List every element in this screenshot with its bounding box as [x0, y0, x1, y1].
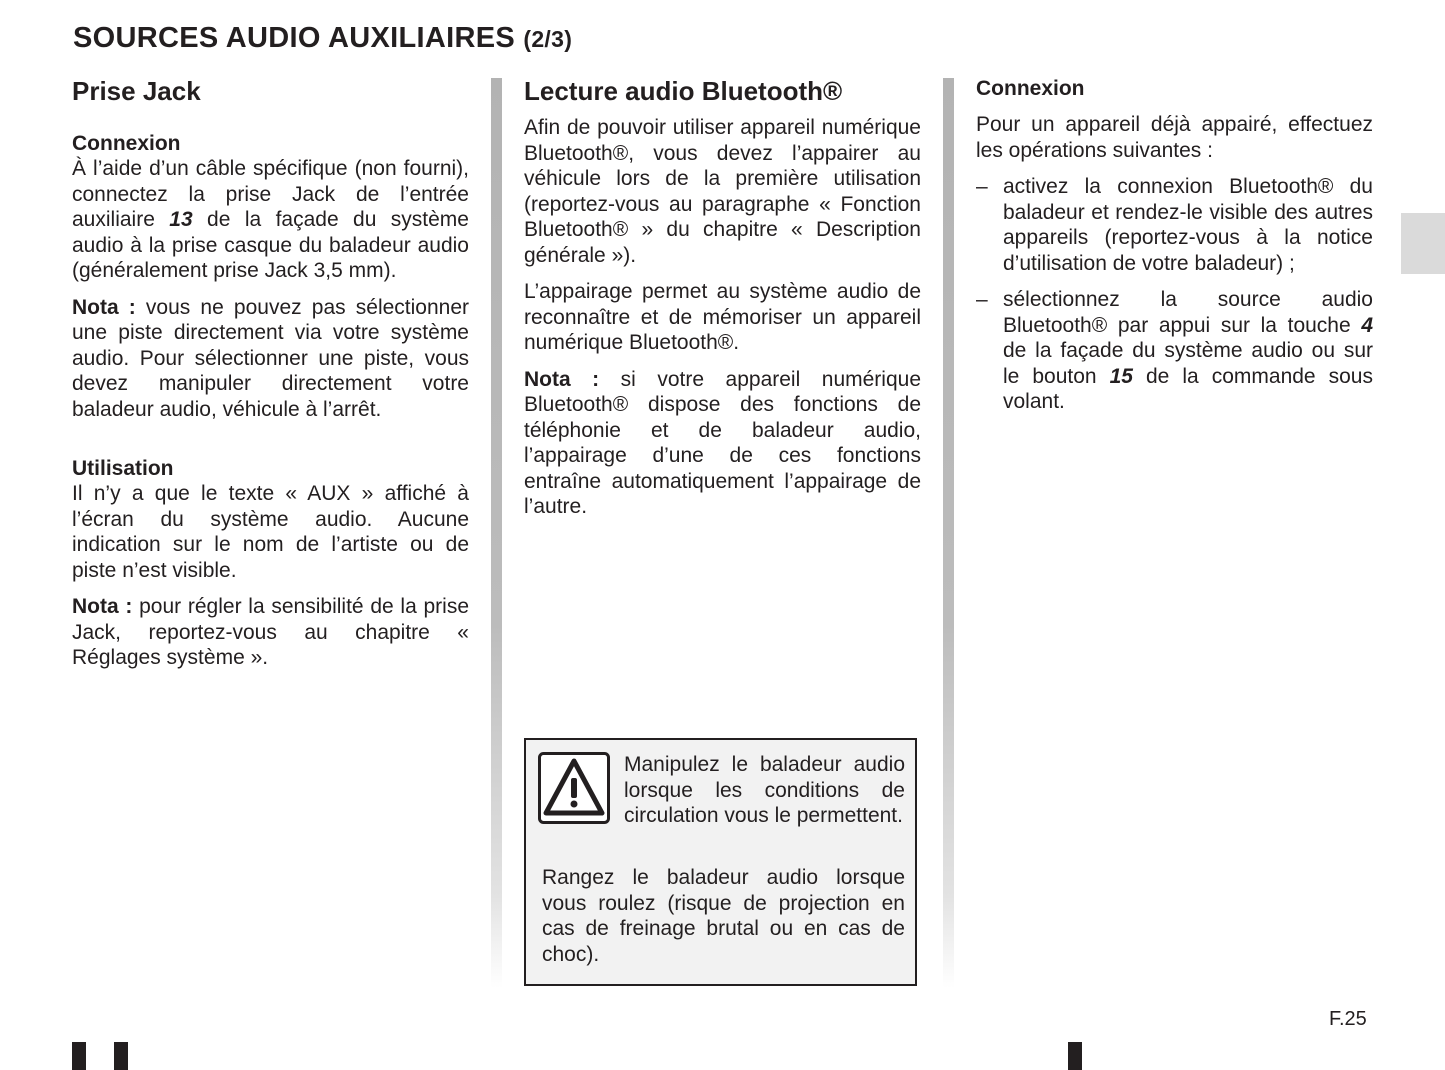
nota-text: pour régler la sensibilité de la prise Jack, reportez-vous au chapitre « Réglages système ». — [72, 595, 469, 669]
page-title — [73, 22, 572, 55]
list-item-text: de la commande sous volant. — [1003, 364, 1373, 413]
connexion-intro: Pour un appareil déjà appairé, effectuez les opérations suivantes : — [976, 113, 1373, 162]
nota-paragraph-2 — [72, 594, 469, 671]
print-mark — [1068, 1042, 1082, 1070]
ref-number-4: 4 — [1361, 313, 1373, 337]
bluetooth-paragraph-1: Afin de pouvoir utiliser appareil numérique Bluetooth®, vous devez l’appairer au véhicule lors de la première utilisation (reportez-vous au paragraphe « Fonction Bluetooth® » du chapitre « Description générale »). — [524, 116, 921, 267]
column-separator-right — [943, 78, 954, 988]
column-connexion — [976, 76, 1373, 415]
print-mark — [72, 1042, 86, 1070]
subheading-connexion: Connexion — [976, 77, 1085, 100]
chapter-tab — [1401, 213, 1445, 274]
list-item-text: sélectionnez la source audio Bluetooth® par appui sur la touche — [1003, 288, 1373, 337]
nota-paragraph-1 — [72, 295, 469, 423]
bluetooth-paragraph-2: L’appairage permet au système audio de reconnaître et de mémoriser un appareil numérique Bluetooth®. — [524, 280, 921, 354]
page-title-text: SOURCES AUDIO AUXILIAIRES — [73, 22, 516, 54]
column-separator-left — [491, 78, 502, 988]
page-number: F.25 — [1329, 1008, 1367, 1030]
section-heading-bluetooth: Lecture audio Bluetooth® — [524, 76, 843, 106]
connexion-paragraph — [72, 156, 469, 284]
list-item — [976, 174, 1373, 276]
warning-text-2: Rangez le baladeur audio lorsque vous roulez (risque de projection en cas de freinage brutal ou en cas de choc). — [542, 866, 905, 966]
nota-label: Nota : — [524, 367, 600, 391]
dash-bullet: – — [976, 175, 988, 198]
column-bluetooth — [524, 76, 921, 520]
nota-text: vous ne pouvez pas sélectionner une piste directement via votre système audio. Pour sélectionner une piste, vous devez manipuler directement votre baladeur audio, véhicule à l’arrêt. — [72, 295, 469, 421]
warning-triangle-icon — [538, 752, 610, 824]
page-title-suffix: (2/3) — [523, 26, 573, 52]
dash-bullet: – — [976, 288, 988, 311]
warning-text-1: Manipulez le baladeur audio lorsque les conditions de circulation vous le permettent. — [624, 753, 905, 827]
ref-number-15: 15 — [1109, 364, 1133, 388]
bluetooth-nota — [524, 367, 921, 520]
subheading-connexion: Connexion — [72, 132, 181, 155]
steps-list — [976, 174, 1373, 415]
section-heading-prise-jack: Prise Jack — [72, 76, 201, 106]
warning-box — [524, 738, 917, 986]
print-mark — [114, 1042, 128, 1070]
utilisation-paragraph: Il n’y a que le texte « AUX » affiché à l’écran du système audio. Aucune indication sur le nom de l’artiste ou de piste n’est visible. — [72, 482, 469, 582]
connexion-text-end: de la façade du système audio à la prise casque du baladeur audio (généralement prise Jack 3,5 mm). — [72, 208, 469, 282]
nota-text: si votre appareil numérique Bluetooth® dispose des fonctions de téléphonie et de baladeur audio, l’appairage d’une de ces fonctions entraîne automatiquement l’appairage de l’autre. — [524, 367, 921, 518]
list-item-text: activez la connexion Bluetooth® du baladeur et rendez-le visible des autres appareils (reportez-vous à la notice d’utilisation de votre baladeur) ; — [1003, 175, 1373, 275]
subheading-utilisation: Utilisation — [72, 457, 174, 480]
list-item — [976, 287, 1373, 415]
ref-number-13: 13 — [169, 208, 193, 231]
list-item-text: de la façade du système audio ou sur le bouton — [1003, 339, 1373, 388]
nota-label: Nota : — [72, 295, 136, 319]
column-prise-jack — [72, 76, 469, 671]
connexion-text: À l’aide d’un câble spécifique (non fourni), connectez la prise Jack de l’entrée auxiliaire — [72, 157, 469, 231]
nota-label: Nota : — [72, 595, 133, 618]
